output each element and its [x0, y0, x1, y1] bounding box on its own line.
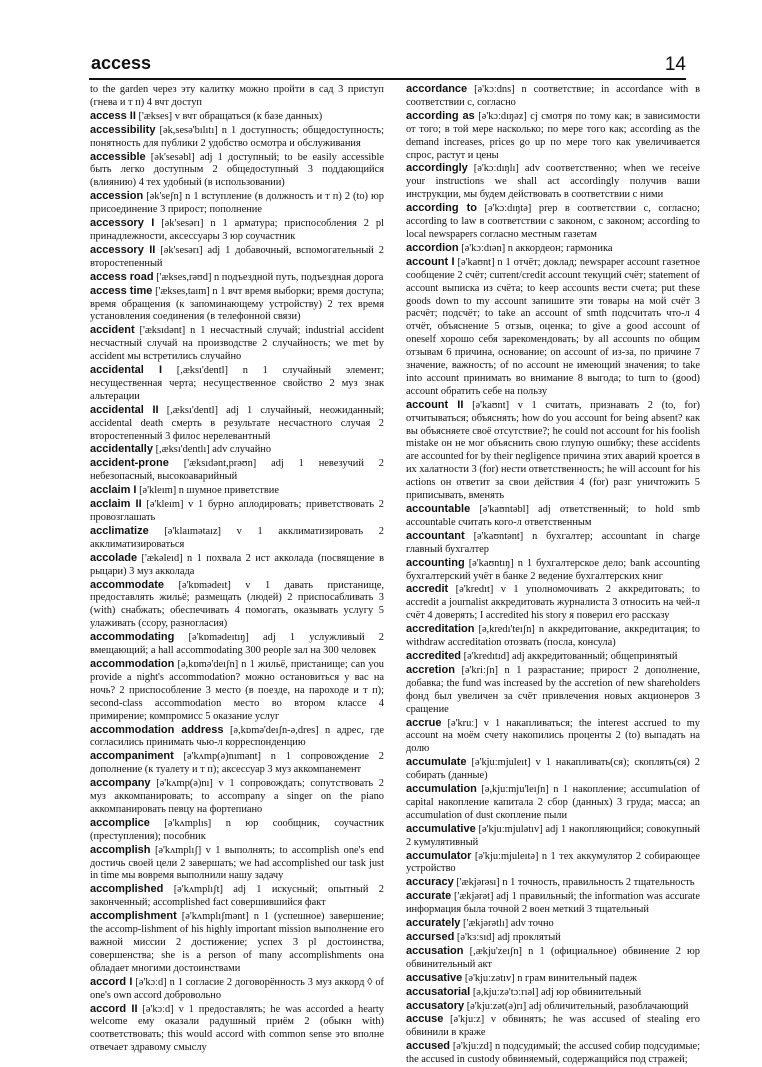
entry-headword: accused — [406, 1040, 451, 1053]
dictionary-entry — [90, 324, 384, 364]
entry-headword: accolade — [90, 551, 138, 564]
entry-definition: [ə,kɒmə'deıʃn-ə,dres] n адрес, где согласились принимать чью-л корреспонденцию — [90, 724, 384, 749]
dictionary-entry — [90, 285, 384, 325]
entry-definition: [ə'kʌmplıʃ] v 1 выполнять; to accomplish one's end достичь своей цели 2 завершать; we had accomplished our task just in time мы вовремя выполнили нашу задачу — [90, 844, 384, 882]
dictionary-entry — [90, 404, 384, 444]
entry-headword: accident — [90, 324, 135, 337]
entry-headword: accusatory — [406, 999, 465, 1012]
dictionary-entry — [90, 457, 384, 484]
entry-definition: [ə,kjuːzə'tɔːrıəl] adj юр обвинительный — [472, 986, 642, 998]
dictionary-entry — [406, 986, 700, 1000]
dictionary-entry — [90, 910, 384, 976]
dictionary-entry — [90, 844, 384, 884]
entry-definition: ['ækjərətlı] adv точно — [463, 918, 554, 930]
dictionary-entry — [406, 876, 700, 890]
dictionary-entry — [406, 890, 700, 917]
dictionary-entry — [406, 972, 700, 986]
entry-definition: [ək'sesərı] adj 1 добавочный, вспомогательный 2 второстепенный — [90, 244, 384, 269]
entry-headword: account I — [406, 255, 455, 268]
entry-headword: accredit — [406, 583, 449, 596]
dictionary-entry — [406, 557, 700, 584]
entry-headword: accordion — [406, 241, 459, 254]
entry-definition: [ək'sesəbl] adj 1 доступный; to be easily accessible быть легко доступным 2 общедоступный 3 поддающийся (влиянию) 4 тех удобный (в использовании) — [90, 151, 384, 189]
page-number: 14 — [664, 54, 686, 75]
dictionary-entry — [406, 162, 700, 202]
entry-definition: [ə'kʌmplıʃmənt] n 1 (успешное) завершение; the accomp-lishment of his highly important mission выполнение его важной миссии 2 достижение; успех 3 pl достоинства, совершенства; she is a person of many accomplishments она обладает многими достоинствами — [90, 911, 384, 974]
entry-headword: accommodating — [90, 631, 175, 644]
entry-headword: accidental II — [90, 403, 159, 416]
entry-headword: accusative — [406, 971, 463, 984]
entry-headword: accordingly — [406, 162, 468, 175]
dictionary-entry — [406, 664, 700, 717]
entry-definition: ['ækəleıd] n 1 похвала 2 ист акколада (посвящение в рыцари) 3 муз акколада — [90, 552, 384, 577]
entry-definition: ['ækses,taım] n 1 вчт время выборки; время доступа; время обращения (к запоминающему устройству) 2 тех время установления соединения (в телефонной связи) — [90, 285, 384, 323]
entry-definition: [ə'kɔːdns] n соответствие; in accordance with в соответствии с, согласно — [406, 84, 700, 108]
left-column — [90, 83, 384, 1055]
dictionary-entry — [90, 1003, 384, 1056]
dictionary-entry — [406, 1013, 700, 1040]
entry-definition: [ə'kaʊntıŋ] n 1 бухгалтерское дело; bank accounting бухгалтерский учёт в банке 2 ведение бухгалтерских книг — [406, 557, 700, 582]
entry-definition: [ə,kredı'teıʃn] n аккредитование, аккредитация; to withdraw accreditation отозвать (посла, консула) — [406, 624, 700, 649]
entry-definition: [ək'seʃn] n 1 вступление (в должность и т п) 2 (to) юр присоединение 3 прирост; пополнение — [90, 191, 384, 216]
entry-definition: [ə'kʌmplıs] n юр сообщник, соучастник (преступления); пособник — [90, 817, 384, 842]
dictionary-entry — [90, 217, 384, 244]
dictionary-entry — [406, 256, 700, 399]
entry-headword: accommodation — [90, 657, 175, 670]
entry-headword: accredited — [406, 649, 462, 662]
dictionary-entry — [406, 399, 700, 503]
entry-definition: [ə'kɔːdıŋtə] prep в соответствии с, согласно; according to law в соответствии с законом, с законом; according to local newspapers согласно местным газетам — [406, 203, 700, 240]
entry-definition: [ə'kredıtıd] adj аккредитованный; общепринятый — [463, 650, 678, 662]
entry-definition: [ə'kʌmp(ə)nı] v 1 сопровождать; сопутствовать 2 муз аккомпанировать; to accompany a singer on the piano аккомпанировать певцу на фортепиано — [90, 778, 384, 815]
entry-definition: [ə'kleım] v 1 бурно аплодировать; приветствовать 2 провозглашать — [90, 499, 384, 523]
entry-definition: [ə'kredıt] v 1 уполномочивать 2 аккредитовать; to accredit a journalist аккредитовать журналиста 3 относить на чей-л счёт 4 доверять; I accredited his story я поверил его рассказу — [406, 584, 700, 622]
dictionary-entry — [90, 658, 384, 724]
entry-definition: [ə'kɔːd] v 1 предоставлять; he was accorded a hearty welcome ему оказали радушный приём 2 (обыкн with) соответствовать; this would accord with common sense это вполне отвечает здравому смыслу — [90, 1003, 384, 1054]
entry-headword: accurately — [406, 917, 461, 930]
entry-definition: to the garden через эту калитку можно пройти в сад 3 приступ (гнева и т п) 4 вчт доступ — [90, 84, 384, 108]
dictionary-entry — [90, 631, 384, 658]
entry-definition: [ək,sesə'bılıtı] n 1 доступность; общедоступность; понятность для публики 2 удобство осмотра и обслуживания — [90, 124, 384, 149]
entry-definition: [,æksı'dentl] n 1 случайный элемент; несущественная черта; несущественное свойство 2 муз знак альтерации — [90, 365, 384, 402]
dictionary-entry — [90, 579, 384, 632]
entry-headword: acclimatize — [90, 524, 149, 537]
entry-headword: accidental I — [90, 364, 163, 377]
entry-definition: [ə'kaʊntəbl] adj ответственный; to hold smb accountable считать кого-л ответственным — [406, 504, 700, 528]
dictionary-entry — [90, 271, 384, 285]
entry-definition: [ə'kjuːzətıv] n грам винительный падеж — [464, 972, 637, 984]
entry-headword: accurate — [406, 890, 452, 903]
entry-definition: [ə'kɜːsıd] adj проклятый — [456, 932, 561, 943]
entry-headword: accumulation — [406, 783, 477, 796]
entry-definition: [ək'sesərı] n 1 арматура; приспособления 2 pl принадлежности, аксессуары 3 юр соучастник — [90, 218, 384, 242]
dictionary-entry — [406, 1040, 700, 1067]
dictionary-entry — [406, 202, 700, 242]
dictionary-entry — [90, 190, 384, 217]
entry-definition: [ə,kjuːmju'leıʃn] n 1 накопление; accumulation of capital накопление капитала 2 сбор (данных) 3 груда; масса; an accumulation of dust скопление пыли — [406, 784, 700, 821]
entry-headword: accident-prone — [90, 457, 169, 470]
entry-headword: accounting — [406, 556, 465, 569]
entry-headword: accomplish — [90, 843, 151, 856]
dictionary-entry — [406, 83, 700, 110]
entry-headword: accomplished — [90, 883, 164, 896]
entry-headword: access time — [90, 284, 153, 297]
entry-headword: acclaim II — [90, 498, 142, 511]
dictionary-entry — [406, 931, 700, 945]
entry-definition: [,æksı'dentl] adj 1 случайный, неожиданный; accidental death смерть в результате несчастного случая 2 второстепенный 3 филос нерелевантный — [90, 404, 384, 442]
dictionary-entry — [90, 83, 384, 110]
entry-definition: [,ækju'zeıʃn] n 1 (официальное) обвинение 2 юр обвинительный акт — [406, 945, 701, 970]
dictionary-entry — [90, 364, 384, 404]
entry-definition: [ə'kjuːzət(ə)rı] adj обличительный, разоблачающий — [466, 1000, 689, 1012]
entry-headword: accumulative — [406, 822, 476, 835]
dictionary-entry — [90, 110, 384, 124]
entry-headword: accountable — [406, 503, 471, 515]
dictionary-entry — [90, 552, 384, 579]
entry-definition: [ə'kaʊnt] n 1 отчёт; доклад; newspaper account газетное сообщение 2 счёт; current/credit account текущий счёт; statement of account выписка из счёта; to keep accounts вести счета; put these goods down to my account запишите эти товары на мой счёт 3 расчёт; подсчёт; to take an account of smth подсчитать что-л 4 отчёт, объяснение 5 отзыв, оценка; to give a good account of oneself хорошо себя зарекомендовать; by all accounts по общим отзывам 6 причина, основание; on account of из-за, по причине 7 значение, важность; of no account не имеющий значения; to take into account принимать во внимание 8 выгода; to turn to (good) account обратить себе на пользу — [406, 256, 700, 397]
dictionary-entry — [406, 503, 700, 530]
entry-headword: accession — [90, 190, 144, 203]
entry-definition: [ə'kjuːmjuleıtə] n 1 тех аккумулятор 2 собирающее устройство — [406, 850, 700, 875]
dictionary-entry — [90, 777, 384, 817]
entry-definition: ['ækses] v вчт обращаться (к базе данных) — [138, 110, 323, 122]
dictionary-entry — [90, 443, 384, 457]
entry-headword: access road — [90, 270, 154, 283]
entry-definition: ['æksıdənt] n 1 несчастный случай; industrial accident несчастный случай на производстве 2 случайность; we met by accident мы встретились случайно — [90, 325, 384, 363]
entry-definition: [ə,kɒmə'deıʃn] n 1 жильё, пристанище; can you provide a night's accommodation? можно остановиться у вас на ночь? 2 приспособление 3 место (в поезде, на пароходе и т п); second-class accommodation место во втором классе 4 примирение; компромисс 5 оказание услуг — [90, 658, 384, 722]
entry-headword: accuracy — [406, 876, 454, 889]
entry-headword: accountant — [406, 529, 465, 542]
entry-headword: accordance — [406, 83, 468, 95]
dictionary-entry — [90, 484, 384, 498]
entry-headword: accessory I — [90, 217, 155, 230]
dictionary-entry — [406, 823, 700, 850]
entry-headword: accumulate — [406, 756, 467, 769]
dictionary-entry — [406, 110, 700, 163]
entry-headword: accusatorial — [406, 985, 471, 998]
entry-headword: account II — [406, 398, 464, 411]
dictionary-entry — [406, 583, 700, 623]
right-column — [406, 83, 700, 1067]
entry-definition: [ə'kɔːdıŋəz] cj смотря по тому как; в зависимости от того; в той мере насколько; по мере того как; according as the demand increases, prices go up по мере того как увеличивается спрос, растут и цены — [406, 110, 701, 161]
entry-headword: accommodate — [90, 578, 164, 591]
dictionary-entry — [90, 724, 384, 751]
entry-headword: accessible — [90, 150, 146, 163]
entry-definition: [ə'kaʊntənt] n бухгалтер; accountant in charge главный бухгалтер — [406, 530, 701, 555]
entry-headword: accord I — [90, 975, 133, 988]
dictionary-entry — [90, 525, 384, 552]
entry-headword: accessibility — [90, 123, 156, 136]
entry-headword: access II — [90, 109, 136, 122]
dictionary-entry — [90, 976, 384, 1003]
entry-definition: ['ækjərət] adj 1 правильный; the information was accurate информация была точной 2 воен меткий 3 тщательный — [406, 891, 700, 916]
entry-definition: [ə'kjuːz] v обвинять; he was accused of stealing его обвинили в краже — [406, 1014, 700, 1039]
dictionary-entry — [406, 917, 700, 931]
entry-definition: [ə'kɔːdıŋlı] adv соответственно; when we receive your instructions we shall act accordingly получив ваши инструкции, мы будем действовать в соответствии с ними — [406, 163, 700, 201]
entry-definition: [ə'kjuːzd] n подсудимый; the accused собир подсудимые; the accused in custody обвиняемый, содержащийся под стражей; — [406, 1041, 700, 1066]
dictionary-entry — [90, 124, 384, 151]
entry-definition: [ə'kleım] n шумное приветствие — [139, 485, 279, 497]
dictionary-entry — [406, 945, 700, 972]
entry-headword: accuse — [406, 1013, 444, 1026]
dictionary-entry — [90, 498, 384, 525]
entry-headword: accreditation — [406, 623, 475, 636]
dictionary-entry — [90, 817, 384, 844]
page-header — [89, 53, 686, 80]
entry-headword: accessory II — [90, 243, 156, 256]
entry-headword: accidentally — [90, 443, 153, 456]
entry-definition: ['æksıdənt,prəʊn] adj 1 невезучий 2 небезопасный, высокоаварийный — [90, 458, 384, 483]
entry-definition: ['ækses,rəʊd] n подъездной путь, подъездная дорога — [156, 271, 384, 283]
dictionary-entry — [406, 850, 700, 877]
entry-headword: accomplice — [90, 816, 150, 829]
entry-definition: [ə'klaımətaız] v 1 акклиматизировать 2 акклиматизироваться — [90, 525, 384, 550]
dictionary-entry — [90, 883, 384, 910]
entry-definition: [ə'kɒmədeıtıŋ] adj 1 услужливый 2 вмещающий; a hall accommodating 300 people зал на 300 человек — [90, 632, 385, 657]
entry-definition: [ə'kʌmp(ə)nımənt] n 1 сопровождение 2 дополнение (к туалету и т п); аксессуар 3 муз аккомпанемент — [90, 751, 384, 776]
entry-headword: accursed — [406, 931, 455, 943]
dictionary-entry — [406, 242, 700, 256]
entry-definition: [,æksı'dentlı] adv случайно — [155, 444, 272, 456]
entry-headword: acclaim I — [90, 484, 137, 497]
entry-headword: according as — [406, 109, 475, 122]
entry-definition: [ə'kʌmplıʃt] adj 1 искусный; опытный 2 законченный; accomplished fact совершившийся факт — [90, 884, 384, 909]
entry-definition: [ə'kɔːdıən] n аккордеон; гармоника — [461, 242, 613, 254]
entry-headword: accrue — [406, 716, 442, 729]
entry-definition: [ə'kjuːmjuleıt] v 1 накапливать(ся); скоплять(ся) 2 собирать (данные) — [406, 757, 700, 782]
dictionary-entry — [406, 623, 700, 650]
entry-definition: ['ækjərəsı] n 1 точность, правильность 2 тщательность — [456, 877, 695, 889]
dictionary-entry — [406, 1000, 700, 1014]
entry-headword: accompany — [90, 777, 151, 790]
entry-headword: accomplishment — [90, 910, 177, 923]
entry-headword: accord II — [90, 1002, 138, 1015]
entry-definition: [ə'kaʊnt] v 1 считать, признавать 2 (to, for) отчитываться; объяснять; how do you account for being absent? как вы объясняете своё отсутствие?; he could not account for his foolish mistake он не мог объяснить свою глупую ошибку; these accidents are accounted for by their negligence причина этих аварий кроется в их халатности 3 (for) нести ответственность; he will account for his actions он ответит за свои действия 4 (for) разг уничтожить 5 приписывать, вменять — [406, 399, 700, 502]
dictionary-entry — [406, 530, 700, 557]
entry-definition: [ə'kɔːd] n 1 согласие 2 договорённость 3 муз аккорд ◊ of one's own accord добровольно — [90, 976, 384, 1001]
dictionary-entry — [90, 151, 384, 191]
entry-headword: accumulator — [406, 849, 472, 862]
dictionary-entry — [406, 756, 700, 783]
entry-headword: accusation — [406, 944, 464, 957]
dictionary-entry — [406, 783, 700, 823]
entry-headword: accretion — [406, 663, 455, 676]
entry-definition: [ə'kruː] v 1 накапливаться; the interest accrued to my account на моём счету накопились проценты 2 (to) выпадать на долю — [406, 717, 700, 755]
dictionary-entry — [406, 650, 700, 664]
dictionary-entry — [90, 244, 384, 271]
running-headword: access — [91, 53, 152, 73]
dictionary-entry — [90, 750, 384, 777]
entry-definition: [ə'kɒmədeıt] v 1 давать пристанище, предоставлять жильё; размещать (людей) 2 приспосабливать 3 (with) снабжать; обеспечивать 4 помогать, оказывать услугу 5 улаживать (ссору, разногласия) — [90, 579, 384, 630]
entry-definition: [ə'kjuːmjulətıv] adj 1 накопляющийся; совокупный 2 кумулятивный — [406, 823, 700, 848]
entry-definition: [ə'kriːʃn] n 1 разрастание; прирост 2 дополнение, добавка; the fund was increased by the accretion of new shareholders фонд был увеличен за счёт привлечения новых акционеров 3 сращение — [406, 664, 700, 715]
entry-headword: accompaniment — [90, 750, 174, 763]
entry-headword: accommodation address — [90, 723, 224, 736]
dictionary-entry — [406, 717, 700, 757]
entry-headword: according to — [406, 202, 477, 215]
